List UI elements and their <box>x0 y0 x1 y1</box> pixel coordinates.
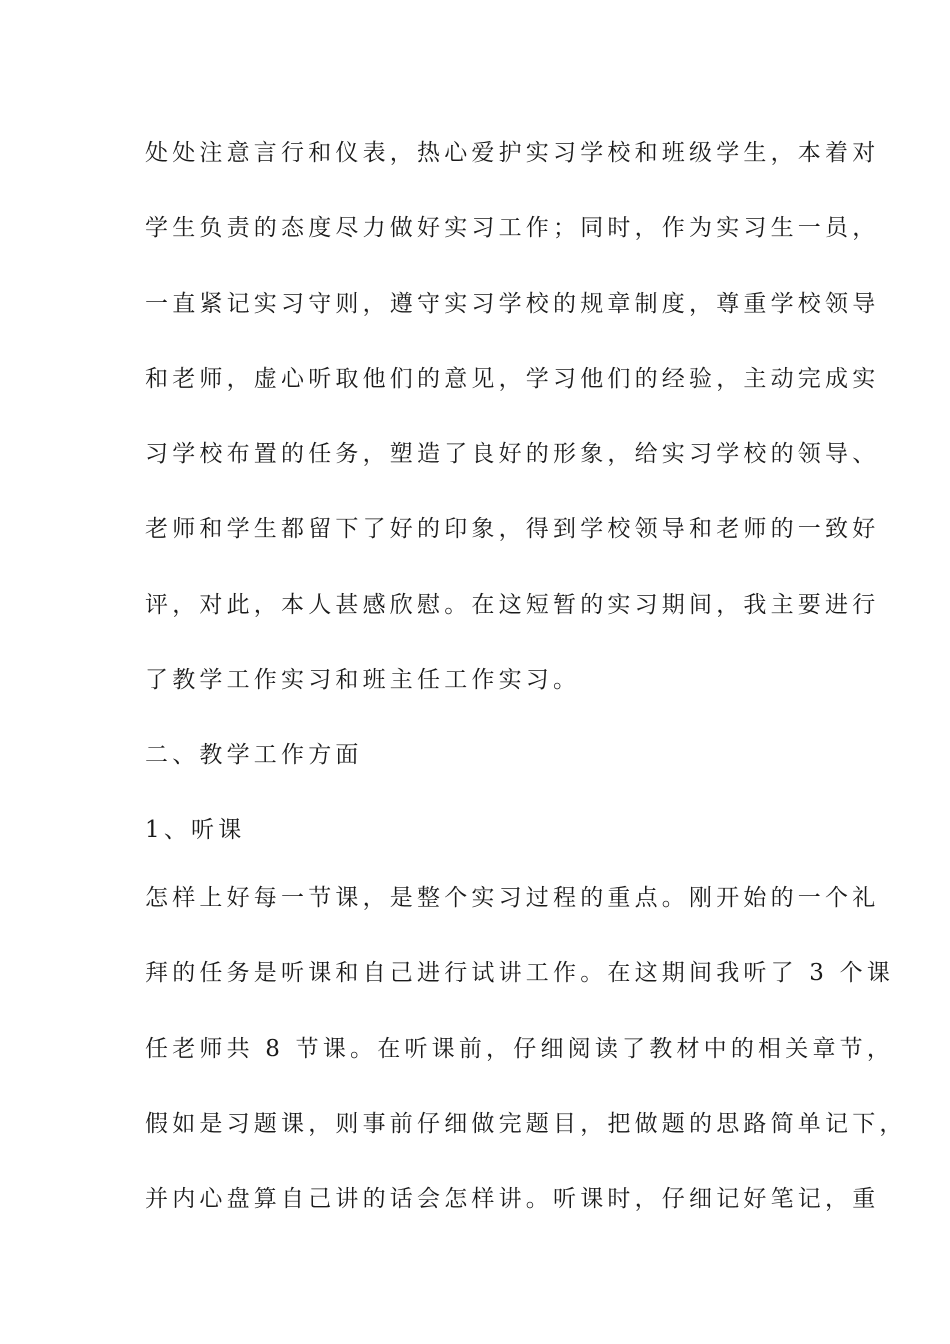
paragraph-line: 和老师，虚心听取他们的意见，学习他们的经验，主动完成实 <box>145 366 880 392</box>
paragraph-line: 了教学工作实习和班主任工作实习。 <box>145 667 581 693</box>
paragraph-line: 学生负责的态度尽力做好实习工作；同时，作为实习生一员， <box>145 215 880 241</box>
paragraph-line: 一直紧记实习守则，遵守实习学校的规章制度，尊重学校领导 <box>145 291 880 317</box>
paragraph-line: 怎样上好每一节课，是整个实习过程的重点。刚开始的一个礼 <box>145 885 880 911</box>
section-heading: 二、教学工作方面 <box>145 742 363 768</box>
paragraph-line: 老师和学生都留下了好的印象，得到学校领导和老师的一致好 <box>145 516 880 542</box>
paragraph-line: 处处注意言行和仪表，热心爱护实习学校和班级学生，本着对 <box>145 140 880 166</box>
paragraph-line: 假如是习题课，则事前仔细做完题目，把做题的思路简单记下， <box>145 1111 907 1137</box>
paragraph-line: 并内心盘算自己讲的话会怎样讲。听课时，仔细记好笔记，重 <box>145 1186 880 1212</box>
paragraph-line: 任老师共 8 节课。在听课前，仔细阅读了教材中的相关章节， <box>145 1036 895 1062</box>
paragraph-line: 拜的任务是听课和自己进行试讲工作。在这期间我听了 3 个课 <box>145 960 895 986</box>
paragraph-line: 评，对此，本人甚感欣慰。在这短暂的实习期间，我主要进行 <box>145 592 880 618</box>
paragraph-line: 习学校布置的任务，塑造了良好的形象，给实习学校的领导、 <box>145 441 880 467</box>
subsection-heading: 1、听课 <box>145 817 246 843</box>
